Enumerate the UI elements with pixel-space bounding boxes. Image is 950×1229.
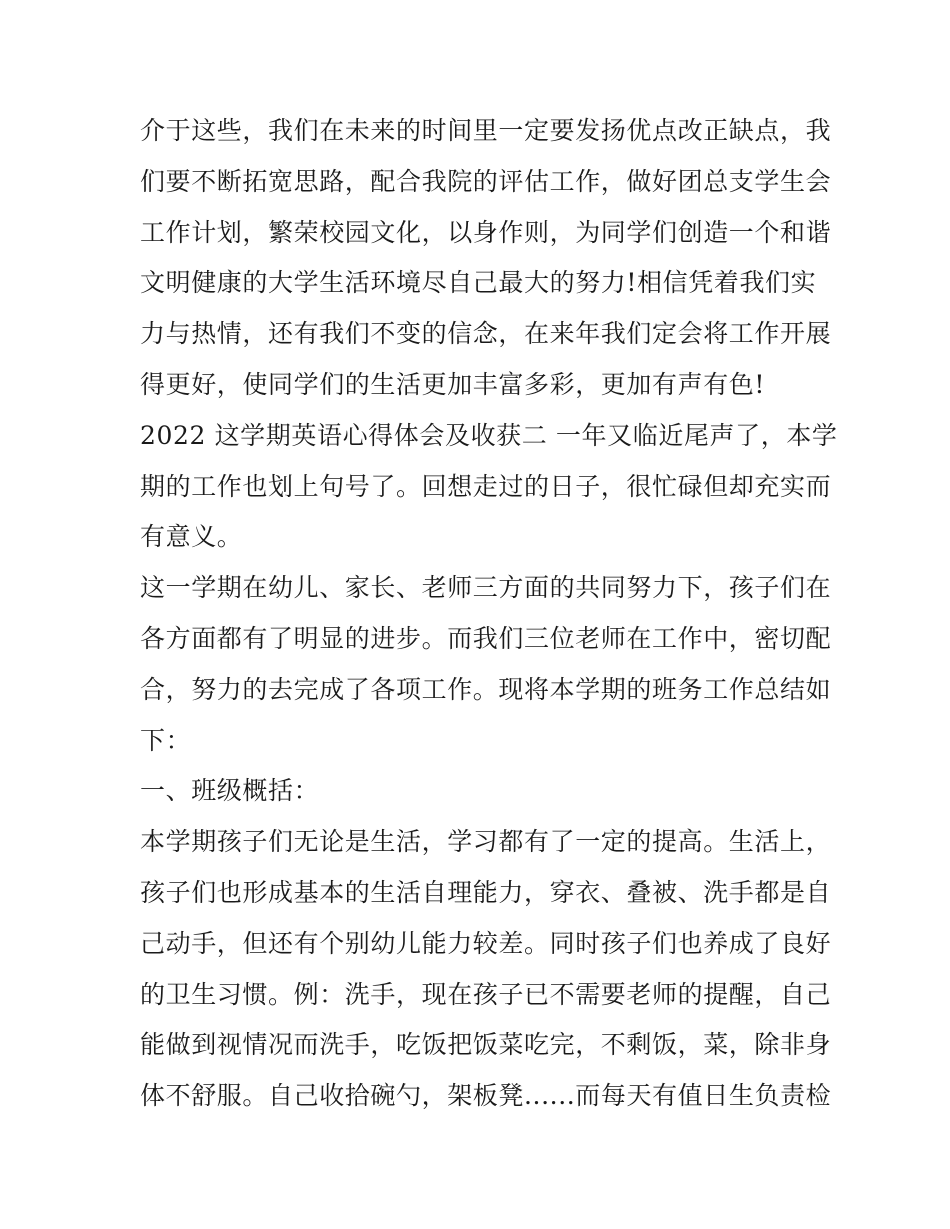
text-line: 的卫生习惯。例：洗手，现在孩子已不需要老师的提醒，自己 <box>140 979 832 1009</box>
text-line: 力与热情，还有我们不变的信念，在来年我们定会将工作开展 <box>140 319 832 349</box>
text-line: 己动手，但还有个别幼儿能力较差。同时孩子们也养成了良好 <box>140 928 832 958</box>
paragraph-semester-progress <box>140 563 832 766</box>
text-line: 下： <box>140 725 192 755</box>
paragraph-class-overview <box>140 817 832 1122</box>
text-line: 文明健康的大学生活环境尽自己最大的努力!相信凭着我们实 <box>140 268 817 298</box>
paragraph-closing-remarks <box>140 106 832 411</box>
text-line: 期的工作也划上句号了。回想走过的日子，很忙碌但却充实而 <box>140 471 832 501</box>
text-line: 得更好，使同学们的生活更加丰富多彩，更加有声有色! <box>140 369 766 399</box>
text-line: 工作计划，繁荣校园文化，以身作则，为同学们创造一个和谐 <box>140 217 832 247</box>
text-line: 一、班级概括： <box>140 776 320 806</box>
text-line: 这一学期在幼儿、家长、老师三方面的共同努力下，孩子们在 <box>140 573 832 603</box>
text-line: 合，努力的去完成了各项工作。现将本学期的班务工作总结如 <box>140 674 832 704</box>
section-heading-class-overview <box>140 766 815 817</box>
text-line: 体不舒服。自己收拾碗勺，架板凳......而每天有值日生负责检 <box>140 1081 832 1111</box>
text-line: 们要不断拓宽思路，配合我院的评估工作，做好团总支学生会 <box>140 166 832 196</box>
text-line: 各方面都有了明显的进步。而我们三位老师在工作中，密切配 <box>140 623 832 653</box>
document-body <box>140 106 838 1122</box>
text-line: 能做到视情况而洗手，吃饭把饭菜吃完，不剩饭，菜，除非身 <box>140 1030 832 1060</box>
text-line: 介于这些，我们在未来的时间里一定要发扬优点改正缺点，我 <box>140 116 832 145</box>
text-line: 本学期孩子们无论是生活，学习都有了一定的提高。生活上， <box>140 827 832 857</box>
text-line: 2022 这学期英语心得体会及收获二 一年又临近尾声了，本学 <box>140 420 838 450</box>
text-line: 孩子们也形成基本的生活自理能力，穿衣、叠被、洗手都是自 <box>140 877 832 907</box>
text-line: 有意义。 <box>140 522 243 552</box>
paragraph-section-two-intro <box>140 411 838 563</box>
